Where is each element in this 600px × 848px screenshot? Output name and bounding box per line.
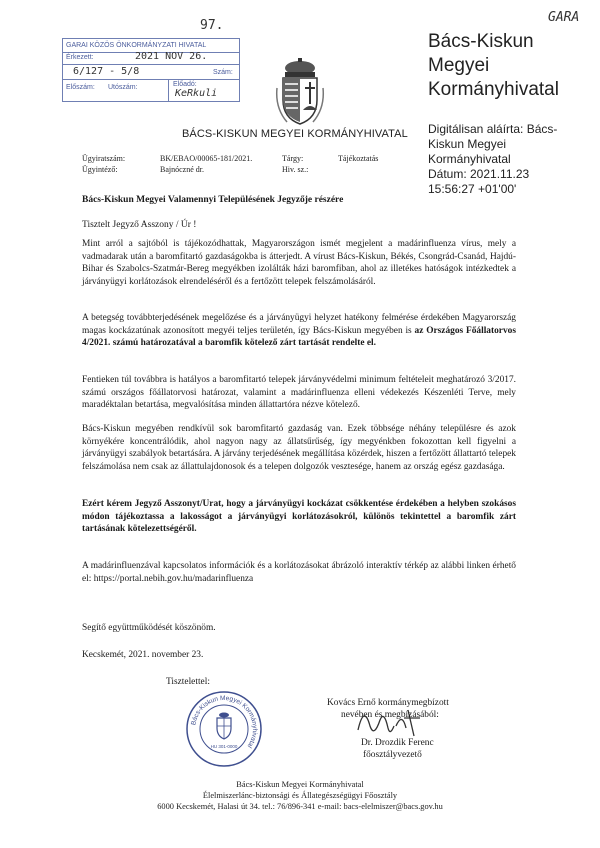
case-officer-label: Ügyintéző: (82, 165, 118, 174)
digisig-line: Kormányhivatal (428, 152, 511, 166)
title-line: Kormányhivatal (428, 79, 559, 100)
signatory-block (327, 697, 449, 761)
seal-number: HU 301-0000 (210, 744, 238, 749)
signatory-name: Dr. Drozdik Ferenc (361, 738, 434, 748)
paragraph-regulations: Fentieken túl továbbra is hatályos a baromfitartó telepek járványvédelmi minimum feltételeit meghatározó 3/2017. számú országos főállatorvosi határozat, valamint a madárinfluenza elleni védekezés Készenléti Terve, mely maradéktalan betartása, megvalósítása minden állattartóra nézve kötelező. (82, 375, 516, 411)
paragraph-link: A madárinfluenzával kapcsolatos információk és a korlátozásokat ábrázoló interaktív térkép az alábbi linken érhető el: https://portal.nebih.gov.hu/madarinfluenza (82, 561, 516, 584)
handwritten-note: GARA (548, 10, 580, 25)
digisig-line: Dátum: 2021.11.23 (428, 167, 530, 181)
coat-of-arms-icon (275, 58, 325, 126)
signatory-line1: Kovács Ernő kormánymegbízott (327, 698, 449, 708)
paragraph-request: Ezért kérem Jegyző Asszonyt/Urat, hogy a járványügyi kockázat csökkentése érdekében a helyben szokásos módon tájékoztassa a lakosságot a járványügyi korlátozásokról, különös tekintettel a baromfik zárt tartásának kötelezettségéről. (82, 499, 516, 535)
stamp-eloado-value: KeRkuli (175, 88, 218, 99)
stamp-title: GARAI KÖZÖS ÖNKORMÁNYZATI HIVATAL (66, 42, 207, 49)
file-number-value: BK/EBAO/00065-181/2021. (160, 154, 253, 163)
stamp-utoszam-label: Utószám: (108, 84, 138, 91)
paragraph-containment (82, 312, 516, 350)
closing-thanks: Segítő együttműködését köszönöm. (82, 623, 216, 633)
digisig-line: Digitálisan aláírta: Bács- (428, 122, 558, 136)
page-footer (60, 779, 540, 812)
case-officer-value: Bajnóczné dr. (160, 165, 204, 174)
file-number-label: Ügyiratszám: (82, 154, 126, 163)
handwritten-number: 97. (200, 18, 224, 33)
paragraph-bold: az Országos Főállatorvos 4/2021. számú határozatával a baromfik kötelező zárt tartását rendelte el. (82, 325, 516, 349)
signatory-title: főosztályvezető (363, 750, 422, 760)
stamp-szam-label: Szám: (213, 69, 233, 76)
subject-label: Tárgy: (282, 154, 304, 163)
title-line: Bács-Kiskun (428, 31, 534, 52)
incoming-stamp (62, 38, 240, 102)
digital-signature-note (428, 122, 596, 197)
digisig-line: 15:56:27 +01'00' (428, 182, 517, 196)
stamp-reg-number: 6/127 - 5/8 (73, 66, 140, 77)
subject-value: Tájékoztatás (338, 154, 379, 163)
reference-label: Hiv. sz.: (282, 165, 309, 174)
stamp-received-date: 2021 NOV 26. (135, 51, 208, 62)
org-heading: BÁCS-KISKUN MEGYEI KORMÁNYHIVATAL (182, 128, 408, 140)
addressee: Bács-Kiskun Megyei Valamennyi Településének Jegyzője részére (82, 195, 344, 205)
digisig-line: Kiskun Megyei (428, 137, 507, 151)
paragraph-county: Bács-Kiskun megyében rendkívül sok baromfitartó gazdaság van. Ezek többsége néhány településre és azok környékére koncentrálódik, ahol nagyon nagy az állatsűrűség, így megyénkben fokozottan kell figyelni a járványügyi szabályok betartására. A járvány terjedésének megállítása közérdek, hiszen a fertőzött állattartó telepek felszámolása nem csak az állattulajdonosok és a telepen dolgozók vesztesége, hanem az ország egész gazdasága. (82, 424, 516, 472)
seal-ring-text: Bács-Kiskun Megyei Kormányhivatal (190, 694, 259, 750)
footer-line3: 6000 Kecskemét, Halasi út 34. tel.: 76/896-341 e-mail: bacs-elelmiszer@bacs.gov.hu (157, 802, 443, 811)
stamp-received-label: Érkezett: (66, 54, 94, 61)
stamp-eloszam-label: Előszám: (66, 84, 95, 91)
stamp-eloado-label: Előadó: (173, 81, 197, 88)
footer-line1: Bács-Kiskun Megyei Kormányhivatal (236, 780, 364, 789)
paragraph-intro: Mint arról a sajtóból is tájékozódhattak, Magyarországon ismét megjelent a madárinfluenza vírus, mely a vadmadarak után a baromfitartó gazdaságokba is átterjedt. A vírust Bács-Kiskun, Békés, Csongrád-Csanád, Hajdú-Bihar és Szabolcs-Szatmár-Bereg megyékben izolálták házi baromfiban, ahol az illetékes hatóságok intézkedtek a járványügyi korlátozások elrendeléséről és a fertőzött telepek felszámolásáról. (82, 239, 516, 287)
signatory-line2: nevében és megbízásából: (341, 710, 439, 720)
title-line: Megyei (428, 55, 490, 76)
salutation: Tisztelt Jegyző Asszony / Úr ! (82, 220, 197, 230)
paragraph-text: A betegség továbbterjedésének megelőzése és a járványügyi helyzet hatékony felmérése érdekében Magyarország magas kockázatúnak azonosított megyéi teljes területén, így Bács-Kiskun megyében is (82, 313, 516, 336)
footer-line2: Élelmiszerlánc-biztonsági és Állategészségügyi Főosztály (202, 791, 398, 800)
authority-title (428, 30, 598, 102)
place-date: Kecskemét, 2021. november 23. (82, 650, 204, 660)
regards: Tisztelettel: (166, 677, 210, 687)
official-seal-icon (185, 690, 263, 768)
